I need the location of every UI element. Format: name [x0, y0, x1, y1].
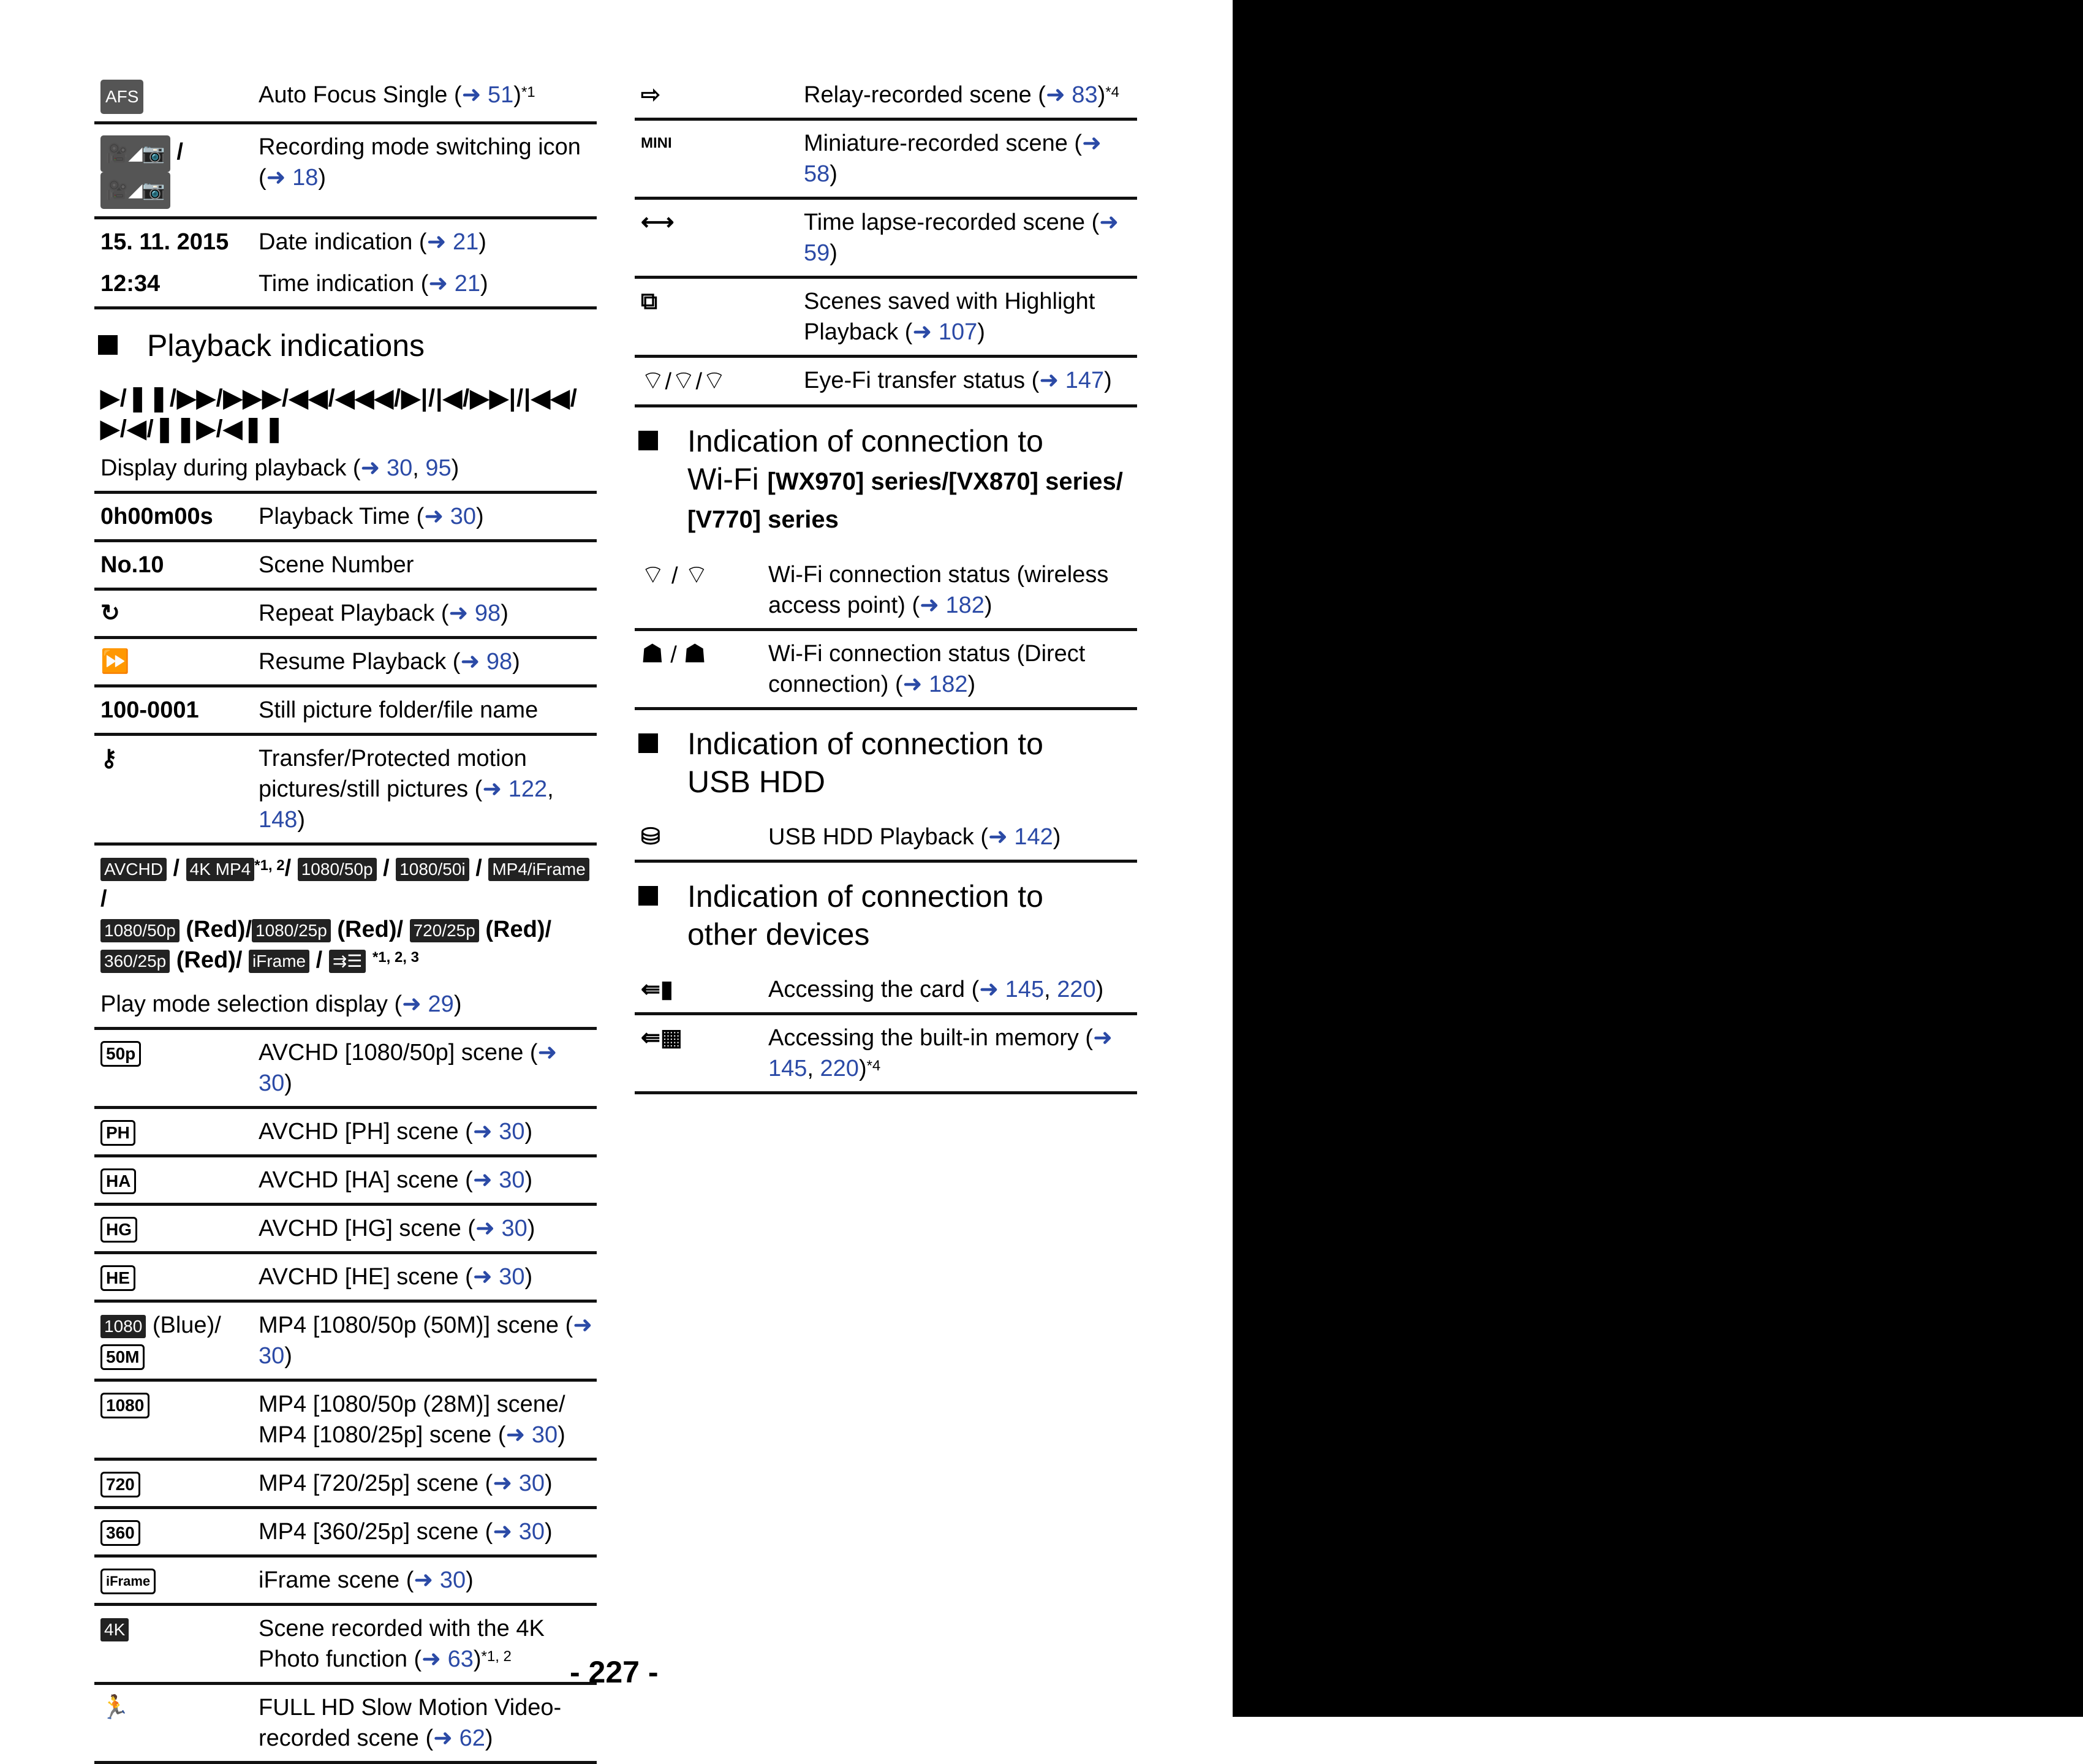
- row-mp4-28m: 1080 MP4 [1080/50p (28M)] scene/ MP4 [1080/25p] scene (➜ 30): [94, 1382, 597, 1461]
- row-afs: AFS Auto Focus Single (➜ 51)$^{*1}$: [94, 67, 597, 124]
- row-avchd-ph: PH AVCHD [PH] scene (➜ 30): [94, 1109, 597, 1157]
- bullet-square-icon: [98, 335, 118, 355]
- row-protect: ⚷ Transfer/Protected motion pictures/still pictures (➜ 122, 148): [94, 736, 597, 842]
- row-card: ⇚▮ Accessing the card (➜ 145, 220): [635, 967, 1137, 1015]
- link-107[interactable]: ➜ 107: [912, 319, 978, 345]
- link-21-time[interactable]: ➜ 21: [428, 271, 481, 297]
- camera-switch-icon-alt: 🎥◢📷: [100, 172, 170, 209]
- key-icon: ⚷: [100, 746, 118, 771]
- slow-motion-icon: 🏃: [100, 1695, 130, 1720]
- link-145-mem[interactable]: ➜ 145: [768, 1025, 1113, 1081]
- link-98-resume[interactable]: ➜ 98: [460, 649, 513, 675]
- link-30-ha[interactable]: ➜ 30: [472, 1167, 525, 1193]
- row-mp4-360: 360 MP4 [360/25p] scene (➜ 30): [94, 1509, 597, 1558]
- link-83[interactable]: ➜ 83: [1045, 82, 1098, 108]
- link-21-date[interactable]: ➜ 21: [426, 229, 479, 255]
- link-30-hg[interactable]: ➜ 30: [475, 1216, 527, 1241]
- link-147[interactable]: ➜ 147: [1039, 368, 1105, 393]
- row-4k-photo: 4K Scene recorded with the 4K Photo function (➜ 63)$^{*1, 2}$: [94, 1606, 597, 1685]
- format-badges: AVCHD / 4K MP4 $^{*1, 2}$/ 1080/50p / 1080/50i / MP4/iFrame / 1080/50p (Red)/ 1080/25p (Red)/ 720/25p (Red)/ 360/25p (Red)/ iFrame / ⇉☰ $^{*1, 2, 3}$: [94, 842, 597, 980]
- display-during-playback: Display during playback (➜ 30, 95): [94, 444, 597, 494]
- row-miniature: MINI Miniature-recorded scene (➜ 58): [635, 121, 1137, 200]
- heading-playback: Playback indications: [94, 309, 597, 378]
- row-relay: ⇨ Relay-recorded scene (➜ 83)$^{*4}$: [635, 67, 1137, 121]
- link-148[interactable]: 148: [259, 807, 298, 833]
- row-avchd-50p: 50p AVCHD [1080/50p] scene (➜ 30): [94, 1030, 597, 1109]
- row-mp4-720: 720 MP4 [720/25p] scene (➜ 30): [94, 1461, 597, 1509]
- link-182-direct[interactable]: ➜ 182: [902, 672, 968, 697]
- link-59[interactable]: ➜ 59: [804, 210, 1119, 266]
- link-51[interactable]: ➜ 51: [461, 82, 514, 108]
- playback-glyphs: ▶/❚❚/▶▶/▶▶▶/◀◀/◀◀◀/▶|/|◀/▶▶|/|◀◀/ ▶/◀/❚❚▶/◀❚❚: [100, 385, 578, 442]
- link-182-ap[interactable]: ➜ 182: [920, 592, 985, 618]
- row-resume: ⏩ Resume Playback (➜ 98): [94, 639, 597, 687]
- row-iframe: iFrame iFrame scene (➜ 30): [94, 1558, 597, 1606]
- row-folder: 100-0001 Still picture folder/file name: [94, 687, 597, 736]
- link-98-repeat[interactable]: ➜ 98: [448, 600, 501, 626]
- link-62[interactable]: ➜ 62: [433, 1725, 485, 1751]
- highlight-list-icon: ⇉☰: [329, 950, 366, 973]
- bullet-square-icon: [638, 733, 658, 753]
- relay-icon: ⇨: [641, 82, 660, 108]
- afs-icon: AFS: [94, 80, 259, 114]
- black-side-panel: [1233, 0, 2083, 1717]
- bullet-square-icon: [638, 431, 658, 450]
- time-lapse-icon: ⟷: [641, 210, 675, 235]
- row-repeat: ↻ Repeat Playback (➜ 98): [94, 591, 597, 639]
- link-30-360[interactable]: ➜ 30: [493, 1519, 545, 1545]
- row-avchd-ha: HA AVCHD [HA] scene (➜ 30): [94, 1157, 597, 1206]
- eyefi-wifi-icon: ⌔/⌔/⌔: [641, 366, 727, 395]
- link-29[interactable]: ➜ 29: [402, 991, 454, 1017]
- row-usb-hdd: ⛁ USB HDD Playback (➜ 142): [635, 814, 1137, 863]
- link-30-50p[interactable]: ➜ 30: [259, 1040, 558, 1096]
- link-30-pt[interactable]: ➜ 30: [424, 504, 476, 529]
- row-wifi-direct: ☗ / ☗ Wi-Fi connection status (Direct connection) (➜ 182): [635, 631, 1137, 710]
- link-30-iframe[interactable]: ➜ 30: [414, 1567, 466, 1593]
- row-time: 12:34 Time indication (➜ 21): [94, 261, 597, 309]
- link-220-mem[interactable]: 220: [820, 1056, 859, 1081]
- row-highlight: ⧉ Scenes saved with Highlight Playback (➜ 107): [635, 279, 1137, 358]
- memory-access-icon: ⇚▦: [641, 1025, 682, 1051]
- link-142[interactable]: ➜ 142: [988, 824, 1053, 850]
- heading-wifi: Indication of connection to Wi-Fi [WX970] series/[VX870] series/ [V770] series: [635, 407, 1137, 552]
- row-avchd-hg: HG AVCHD [HG] scene (➜ 30): [94, 1206, 597, 1254]
- link-95[interactable]: 95: [425, 455, 452, 481]
- link-30-28m[interactable]: ➜ 30: [505, 1422, 558, 1448]
- row-rec-mode: 🎥◢📷 / 🎥◢📷 Recording mode switching icon (➜ 18): [94, 124, 597, 219]
- row-scene-number: No.10 Scene Number: [94, 542, 597, 591]
- highlight-icon: ⧉: [641, 289, 658, 314]
- mini-icon: MINI: [641, 135, 672, 151]
- row-time-lapse: ⟷ Time lapse-recorded scene (➜ 59): [635, 200, 1137, 279]
- row-date: 15. 11. 2015 Date indication (➜ 21): [100, 229, 486, 255]
- link-18[interactable]: ➜ 18: [266, 165, 319, 191]
- link-30-50m[interactable]: ➜ 30: [259, 1312, 593, 1369]
- link-122[interactable]: ➜ 122: [482, 776, 548, 802]
- row-slow-motion: 🏃 FULL HD Slow Motion Video-recorded scene (➜ 62): [94, 1685, 597, 1764]
- link-58[interactable]: ➜ 58: [804, 131, 1102, 187]
- link-30-he[interactable]: ➜ 30: [472, 1264, 525, 1290]
- row-wifi-ap: ⌔ / ⌔ Wi-Fi connection status (wireless access point) (➜ 182): [635, 552, 1137, 631]
- row-avchd-he: HE AVCHD [HE] scene (➜ 30): [94, 1254, 597, 1303]
- wifi-ap-icon: ⌔ / ⌔: [641, 560, 709, 589]
- play-mode-selection: Play mode selection display (➜ 29): [94, 980, 597, 1030]
- hdd-icon: ⛁: [641, 824, 660, 850]
- heading-usb: Indication of connection to USB HDD: [635, 710, 1137, 814]
- bullet-square-icon: [638, 886, 658, 906]
- row-eyefi: ⌔/⌔/⌔ Eye-Fi transfer status (➜ 147): [635, 358, 1137, 407]
- link-30[interactable]: ➜ 30: [360, 455, 413, 481]
- row-playback-time: 0h00m00s Playback Time (➜ 30): [94, 494, 597, 542]
- 4k-photo-icon: 4K: [100, 1618, 129, 1641]
- page-number: - 227 -: [570, 1655, 659, 1689]
- card-access-icon: ⇚▮: [641, 977, 673, 1002]
- wifi-direct-icon: ☗ / ☗: [641, 639, 706, 668]
- row-mp4-50m: 1080 (Blue)/ 50M MP4 [1080/50p (50M)] scene (➜ 30): [94, 1303, 597, 1382]
- repeat-icon: ↻: [100, 600, 120, 626]
- heading-other: Indication of connection to other devices: [635, 863, 1137, 967]
- resume-icon: ⏩: [100, 649, 130, 675]
- link-63[interactable]: ➜ 63: [422, 1646, 474, 1672]
- left-column: [94, 67, 597, 1764]
- camera-switch-icon: 🎥◢📷: [100, 135, 170, 172]
- row-memory: ⇚▦ Accessing the built-in memory (➜ 145, 220)$^{*4}$: [635, 1015, 1137, 1094]
- link-220-card[interactable]: 220: [1057, 977, 1096, 1002]
- link-30-ph[interactable]: ➜ 30: [472, 1119, 525, 1145]
- link-30-720[interactable]: ➜ 30: [493, 1471, 545, 1496]
- link-145-card[interactable]: ➜ 145: [979, 977, 1045, 1002]
- right-column: [635, 67, 1137, 1094]
